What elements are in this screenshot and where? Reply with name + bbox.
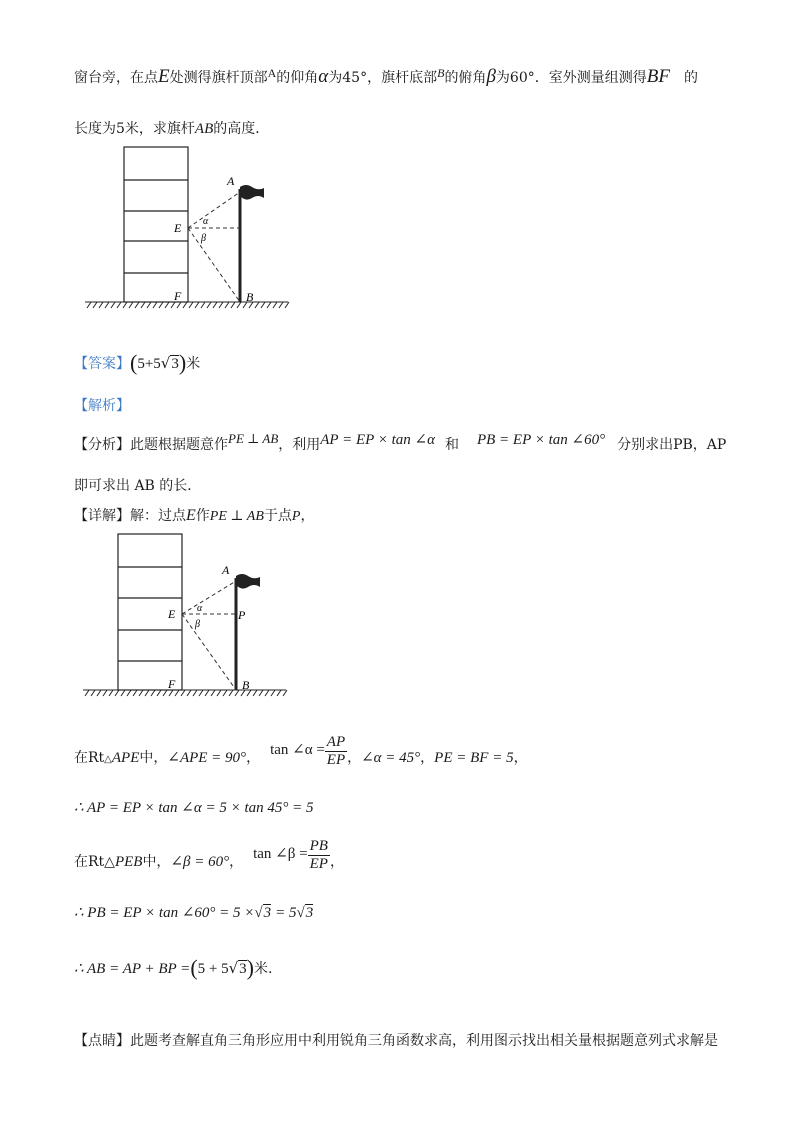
flagpole xyxy=(236,574,260,690)
ground-hatch xyxy=(151,690,155,696)
fenxi-tag: 【分析】 xyxy=(74,437,130,453)
figure-2 xyxy=(80,528,290,708)
text: ∴ PB = EP × tan ∠60° = 5 × xyxy=(74,905,255,921)
label-b: B xyxy=(242,678,250,692)
ground-hatch xyxy=(235,690,239,696)
ground-hatch xyxy=(115,690,119,696)
text: 的高度． xyxy=(213,121,270,137)
step-3 xyxy=(74,838,344,873)
ground-hatch xyxy=(117,302,121,308)
denominator: EP xyxy=(326,752,346,768)
text: 分别求出PB，AP xyxy=(617,437,727,453)
ground-hatch xyxy=(223,690,227,696)
ground-hatch xyxy=(129,302,133,308)
answer-tag: 【答案】 xyxy=(74,356,130,372)
ground-hatch xyxy=(285,302,289,308)
text: 中， xyxy=(142,854,171,870)
text: 窗台旁，在点 xyxy=(74,70,158,86)
text: 为60°．室外测量组测得 xyxy=(495,70,647,86)
unit: 米. xyxy=(254,961,273,977)
ground-hatch xyxy=(111,302,115,308)
text: 此题考查解直角三角形应用中利用锐角三角函数求高，利用图示找出相关量根据题意列式求解是 xyxy=(130,1033,718,1049)
paren-right: ) xyxy=(246,955,254,980)
triangle-peb: PEB xyxy=(114,854,143,870)
ground-hatch xyxy=(259,690,263,696)
text: 于点 xyxy=(263,508,292,524)
problem-line-1 xyxy=(74,66,698,88)
ground-hatch xyxy=(195,302,199,308)
ground-hatch xyxy=(163,690,167,696)
figure-1 xyxy=(82,140,292,320)
ground-hatch xyxy=(273,302,277,308)
ground-hatch xyxy=(217,690,221,696)
label-p: P xyxy=(238,608,246,622)
label-alpha: α xyxy=(203,216,209,227)
math-pe-perp-ab: PE ⊥ AB xyxy=(209,509,264,524)
ground-hatch xyxy=(109,690,113,696)
text: 的仰角 xyxy=(276,70,319,86)
answer-line: 【答案】(5+5√3)米 xyxy=(74,350,201,375)
text: 和 xyxy=(444,437,459,453)
ground-hatch xyxy=(279,302,283,308)
text: = 5 xyxy=(275,905,297,921)
triangle-symbol: △ xyxy=(104,754,112,765)
ground-hatch xyxy=(219,302,223,308)
beta-60: ∠β = 60° xyxy=(170,854,230,870)
text: 长度为5米，求旗杆 xyxy=(74,121,195,137)
label-f: F xyxy=(168,677,176,691)
ground-hatch xyxy=(181,690,185,696)
sqrt-3: 3 xyxy=(239,961,247,977)
ground-hatch xyxy=(91,690,95,696)
math-plus-5: +5 xyxy=(144,356,161,372)
label-beta: β xyxy=(195,619,200,630)
ground-hatch xyxy=(135,302,139,308)
text: 在Rt xyxy=(74,750,105,766)
ground-hatch xyxy=(199,690,203,696)
ground-hatch xyxy=(205,690,209,696)
ground-hatch xyxy=(99,302,103,308)
ground-hatch xyxy=(187,690,191,696)
text: 中， xyxy=(139,750,168,766)
label-e: E xyxy=(168,607,176,621)
ground-hatch xyxy=(85,690,89,696)
text: ∴ AB = AP + BP = xyxy=(74,961,191,977)
dianjing-line xyxy=(74,1030,718,1050)
ground-hatch xyxy=(157,690,161,696)
label-alpha: α xyxy=(197,603,203,614)
label-beta: β xyxy=(201,233,206,244)
triangle-ape: APE xyxy=(111,750,140,766)
text: ， xyxy=(246,750,261,766)
point-e: E xyxy=(186,507,196,524)
sight-lines xyxy=(188,192,240,302)
text: ， xyxy=(329,854,344,870)
ground-hatch xyxy=(207,302,211,308)
step-2: ∴ AP = EP × tan ∠α = 5 × tan 45° = 5 xyxy=(74,800,314,816)
ground-hatch xyxy=(87,302,91,308)
text: ， xyxy=(229,854,244,870)
ground-hatch xyxy=(267,302,271,308)
problem-line-2 xyxy=(74,118,269,138)
ground-hatch xyxy=(211,690,215,696)
math-sqrt-3: 3 xyxy=(171,356,179,372)
text: ， xyxy=(513,750,528,766)
text: ，利用 xyxy=(278,437,321,453)
denominator: EP xyxy=(309,856,328,872)
ground-hatch xyxy=(121,690,125,696)
paren-left: ( xyxy=(130,350,138,375)
ground-hatch xyxy=(123,302,127,308)
text: 在Rt△ xyxy=(74,854,115,870)
sight-lines xyxy=(182,581,236,690)
ground xyxy=(85,302,289,308)
ground-hatch xyxy=(103,690,107,696)
ground-hatch xyxy=(277,690,281,696)
text: ， xyxy=(347,750,362,766)
label-f: F xyxy=(174,289,182,303)
ground-hatch xyxy=(283,690,287,696)
label-a: A xyxy=(222,563,230,577)
ground-hatch xyxy=(193,690,197,696)
fenxi-line-2: 即可求出 AB 的长． xyxy=(74,478,202,494)
ground-hatch xyxy=(183,302,187,308)
point-e: E xyxy=(158,66,170,87)
label-e: E xyxy=(174,221,182,235)
ground-hatch xyxy=(145,690,149,696)
sqrt-3: 3 xyxy=(305,905,314,921)
paren-right: ) xyxy=(178,350,187,375)
point-p: P xyxy=(291,509,301,524)
sqrt-3: 3 xyxy=(263,905,272,921)
analysis-tag: 【解析】 xyxy=(74,398,130,414)
text: ， xyxy=(420,750,435,766)
ground-hatch xyxy=(93,302,97,308)
xiangjie-tag: 【详解】 xyxy=(74,508,130,524)
fraction xyxy=(325,734,347,769)
ground-hatch xyxy=(261,302,265,308)
segment-ab: AB xyxy=(194,121,214,137)
beta-symbol: β xyxy=(486,66,496,87)
step-4: ∴ PB = EP × tan ∠60° = 5 ×√3 = 5√3 xyxy=(74,905,314,921)
ground-hatch xyxy=(237,302,241,308)
ground-hatch xyxy=(271,690,275,696)
numerator: PB xyxy=(309,838,328,854)
text: 的俯角 xyxy=(444,70,487,86)
pe-bf: PE = BF = 5 xyxy=(434,750,514,766)
formula-ap: AP = EP × tan ∠α xyxy=(320,432,435,448)
ground-hatch xyxy=(165,302,169,308)
ground-hatch xyxy=(255,302,259,308)
dianjing-tag: 【点睛】 xyxy=(74,1033,130,1049)
ground-hatch xyxy=(147,302,151,308)
angle-ape: ∠APE = 90° xyxy=(167,750,247,766)
text: 为45°，旗杆底部 xyxy=(328,70,438,86)
point-b: B xyxy=(437,66,445,80)
ground-hatch xyxy=(189,302,193,308)
ground-hatch xyxy=(175,690,179,696)
text: 此题根据题意作 xyxy=(130,437,228,453)
ground-hatch xyxy=(265,690,269,696)
unit: 米 xyxy=(186,356,201,372)
ground-hatch xyxy=(127,690,131,696)
math-pe-perp-ab: PE ⊥ AB xyxy=(228,431,279,446)
ground-hatch xyxy=(133,690,137,696)
text: 的 xyxy=(683,70,698,86)
ground-hatch xyxy=(231,302,235,308)
text: 处测得旗杆顶部 xyxy=(169,70,268,86)
ground-hatch xyxy=(225,302,229,308)
paren-left: ( xyxy=(190,955,198,980)
alpha-45: ∠α = 45° xyxy=(361,750,421,766)
numerator: AP xyxy=(326,734,346,750)
ground-hatch xyxy=(159,302,163,308)
flagpole xyxy=(240,185,264,302)
text: 解：过点 xyxy=(130,508,186,524)
ground-hatch xyxy=(139,690,143,696)
alpha-symbol: α xyxy=(318,66,329,87)
text: ， xyxy=(300,508,315,524)
ground-hatch xyxy=(213,302,217,308)
tan-beta: tan ∠β = xyxy=(253,846,308,862)
label-a: A xyxy=(227,174,235,188)
text: 作 xyxy=(195,508,210,524)
fraction xyxy=(308,838,330,873)
ground-hatch xyxy=(153,302,157,308)
ground-hatch xyxy=(97,690,101,696)
ground-hatch xyxy=(105,302,109,308)
label-b: B xyxy=(246,290,254,304)
segment-bf: BF xyxy=(646,66,670,87)
step-5: ∴ AB = AP + BP =(5 + 5√3)米. xyxy=(74,955,273,980)
step-1 xyxy=(74,734,528,769)
text: 5 + 5 xyxy=(197,961,229,977)
ground xyxy=(83,690,287,696)
math-5: 5 xyxy=(137,356,145,372)
ground-hatch xyxy=(253,690,257,696)
fenxi-line-1 xyxy=(74,430,726,454)
tan-alpha: tan ∠α = xyxy=(270,742,325,758)
formula-pb: PB = EP × tan ∠60° xyxy=(476,432,606,448)
ground-hatch xyxy=(201,302,205,308)
point-a: A xyxy=(267,66,277,80)
ground-hatch xyxy=(229,690,233,696)
xiangjie-line xyxy=(74,505,314,525)
ground-hatch xyxy=(141,302,145,308)
